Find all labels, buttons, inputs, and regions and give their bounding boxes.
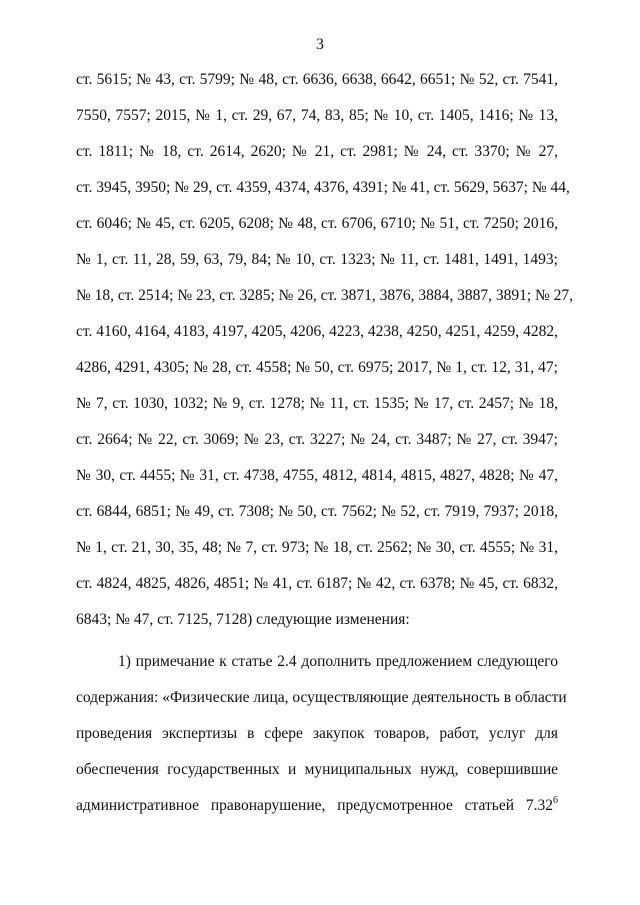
text-line: ст. 4160, 4164, 4183, 4197, 4205, 4206, 4223, 4238, 4250, 4251, 4259, 4282, — [76, 323, 558, 340]
item-1-line-with-superscript — [76, 796, 558, 816]
text-line: № 18, ст. 2514; № 23, ст. 3285; № 26, ст. 3871, 3876, 3884, 3887, 3891; № 27, — [76, 287, 574, 304]
text-line: 4286, 4291, 4305; № 28, ст. 4558; № 50, ст. 6975; 2017, № 1, ст. 12, 31, 47; — [76, 359, 558, 376]
text-line: № 1, ст. 21, 30, 35, 48; № 7, ст. 973; № 18, ст. 2562; № 30, ст. 4555; № 31, — [76, 539, 558, 556]
text-line: ст. 6046; № 45, ст. 6205, 6208; № 48, ст. 6706, 6710; № 51, ст. 7250; 2016, — [76, 215, 558, 232]
text-line: № 7, ст. 1030, 1032; № 9, ст. 1278; № 11, ст. 1535; № 17, ст. 2457; № 18, — [76, 395, 558, 412]
text-line: № 1, ст. 11, 28, 59, 63, 79, 84; № 10, ст. 1323; № 11, ст. 1481, 1491, 1493; — [76, 251, 558, 268]
text-line: ст. 1811; № 18, ст. 2614, 2620; № 21, ст. 2981; № 24, ст. 3370; № 27, — [76, 143, 558, 160]
item-1-line-text: административное правонарушение, предусмотренное статьей 7.32 — [76, 797, 553, 814]
text-line: № 30, ст. 4455; № 31, ст. 4738, 4755, 4812, 4814, 4815, 4827, 4828; № 47, — [76, 467, 558, 484]
text-line: ст. 5615; № 43, ст. 5799; № 48, ст. 6636, 6638, 6642, 6651; № 52, ст. 7541, — [76, 71, 558, 88]
text-line: ст. 3945, 3950; № 29, ст. 4359, 4374, 4376, 4391; № 41, ст. 5629, 5637; № 44, — [76, 179, 570, 196]
text-line: 7550, 7557; 2015, № 1, ст. 29, 67, 74, 83, 85; № 10, ст. 1405, 1416; № 13, — [76, 107, 558, 124]
item-1-line: содержания: «Физические лица, осуществляющие деятельность в области — [76, 689, 567, 706]
item-1-line: обеспечения государственных и муниципальных нужд, совершившие — [76, 761, 558, 778]
text-line: ст. 2664; № 22, ст. 3069; № 23, ст. 3227; № 24, ст. 3487; № 27, ст. 3947; — [76, 431, 558, 448]
text-line: ст. 6844, 6851; № 49, ст. 7308; № 50, ст. 7562; № 52, ст. 7919, 7937; 2018, — [76, 503, 558, 520]
item-1-line: проведения экспертизы в сфере закупок товаров, работ, услуг для — [76, 725, 558, 742]
article-superscript: 6 — [553, 795, 558, 806]
text-line: ст. 4824, 4825, 4826, 4851; № 41, ст. 6187; № 42, ст. 6378; № 45, ст. 6832, — [76, 575, 558, 592]
item-1-line: 1) примечание к статье 2.4 дополнить предложением следующего — [118, 653, 558, 670]
text-line: 6843; № 47, ст. 7125, 7128) следующие изменения: — [76, 611, 410, 628]
page-number: 3 — [316, 36, 324, 53]
